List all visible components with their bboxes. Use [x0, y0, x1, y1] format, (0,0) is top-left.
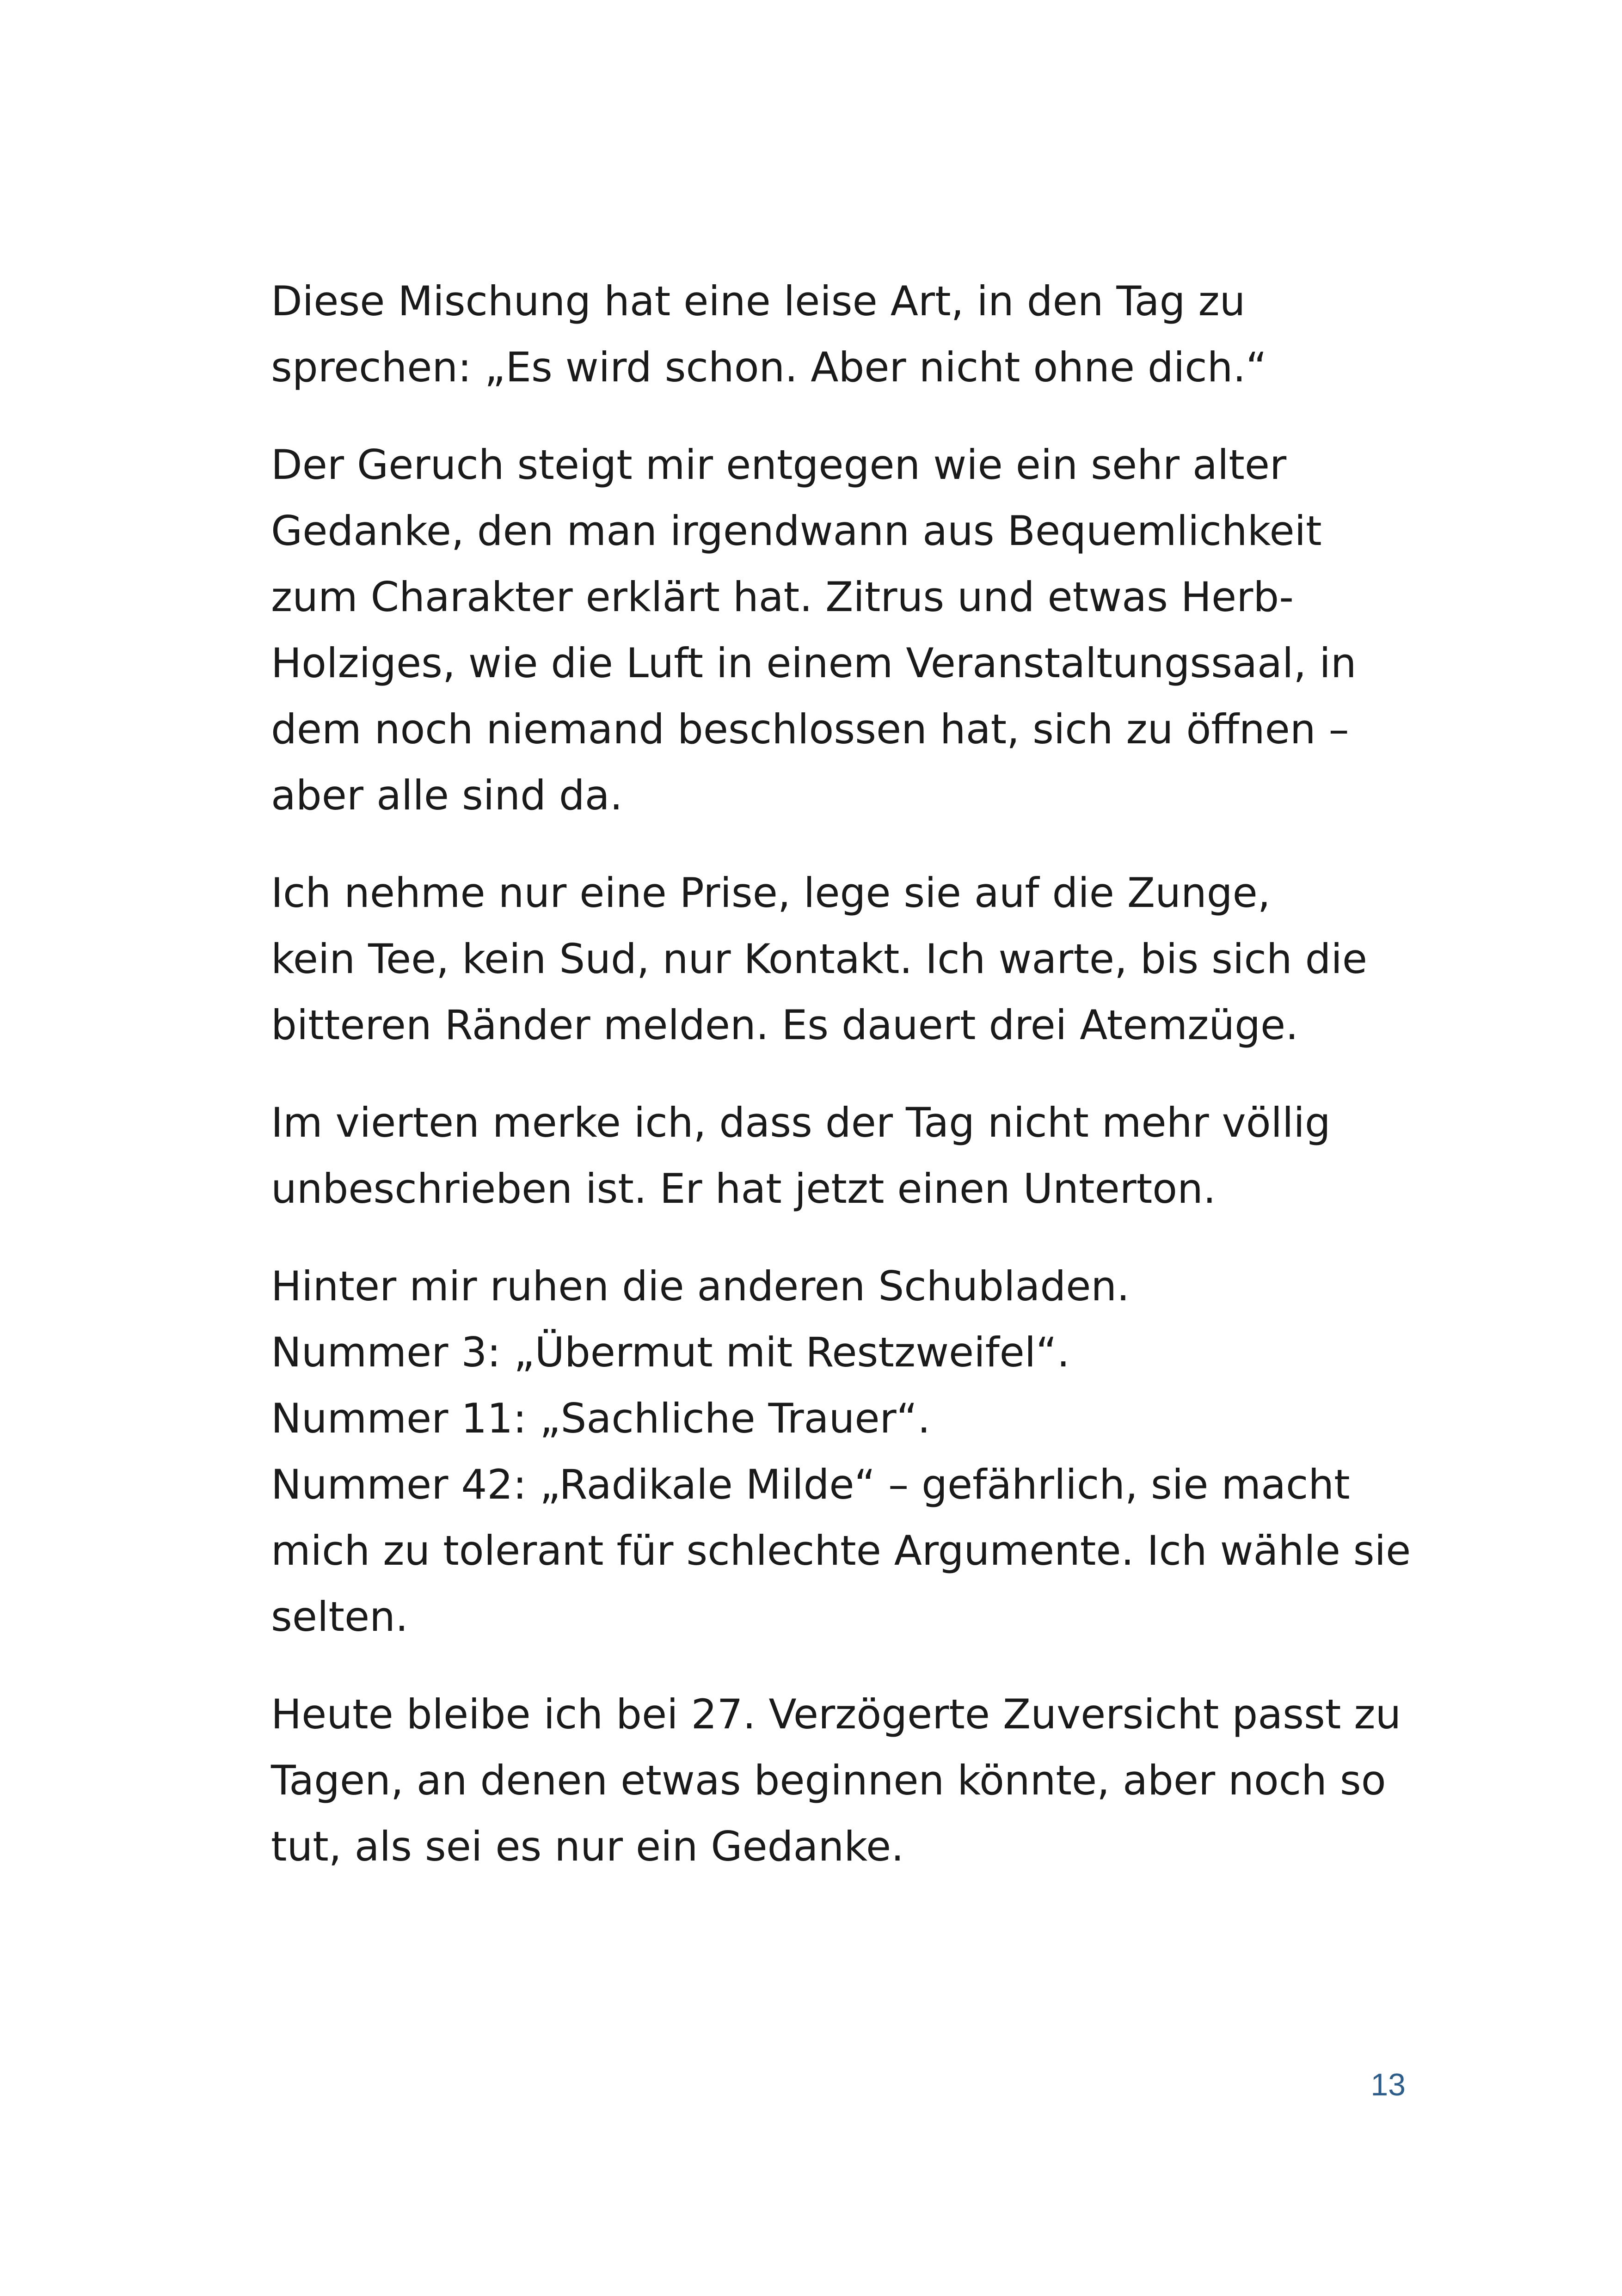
- paragraph-5: [271, 1253, 1427, 1650]
- text-line: kein Tee, kein Sud, nur Kontakt. Ich warte, bis sich die: [271, 935, 1368, 983]
- paragraph-4: [271, 1090, 1427, 1222]
- body-text: [271, 268, 1427, 1911]
- text-line: Tagen, an denen etwas beginnen könnte, aber noch so: [271, 1757, 1386, 1804]
- paragraph-3: [271, 860, 1427, 1058]
- text-line: unbeschrieben ist. Er hat jetzt einen Unterton.: [271, 1165, 1216, 1212]
- text-line: Der Geruch steigt mir entgegen wie ein sehr alter: [271, 441, 1287, 489]
- text-line: Im vierten merke ich, dass der Tag nicht mehr völlig: [271, 1099, 1331, 1146]
- text-line: selten.: [271, 1593, 408, 1641]
- text-line: Holziges, wie die Luft in einem Veranstaltungssaal, in: [271, 639, 1357, 687]
- text-line: aber alle sind da.: [271, 771, 623, 819]
- text-line: dem noch niemand beschlossen hat, sich zu öffnen –: [271, 705, 1349, 753]
- text-line: Nummer 42: „Radikale Milde“ – gefährlich, sie macht: [271, 1461, 1350, 1508]
- text-line: Nummer 11: „Sachliche Trauer“.: [271, 1395, 931, 1442]
- paragraph-1: [271, 268, 1427, 400]
- paragraph-2: [271, 432, 1427, 828]
- paragraph-6: [271, 1681, 1427, 1880]
- text-line: Ich nehme nur eine Prise, lege sie auf die Zunge,: [271, 869, 1271, 917]
- text-line: Nummer 3: „Übermut mit Restzweifel“.: [271, 1329, 1070, 1376]
- text-line: bitteren Ränder melden. Es dauert drei Atemzüge.: [271, 1001, 1299, 1049]
- text-line: mich zu tolerant für schlechte Argumente. Ich wähle sie: [271, 1527, 1411, 1574]
- page-number: 13: [1370, 2067, 1406, 2102]
- text-line: Heute bleibe ich bei 27. Verzögerte Zuversicht passt zu: [271, 1690, 1401, 1738]
- text-line: Gedanke, den man irgendwann aus Bequemlichkeit: [271, 507, 1322, 555]
- text-line: zum Charakter erklärt hat. Zitrus und etwas Herb-: [271, 573, 1294, 621]
- text-line: Diese Mischung hat eine leise Art, in den Tag zu: [271, 277, 1246, 325]
- text-line: tut, als sei es nur ein Gedanke.: [271, 1823, 904, 1870]
- text-line: sprechen: „Es wird schon. Aber nicht ohne dich.“: [271, 343, 1267, 391]
- text-line: Hinter mir ruhen die anderen Schubladen.: [271, 1262, 1130, 1310]
